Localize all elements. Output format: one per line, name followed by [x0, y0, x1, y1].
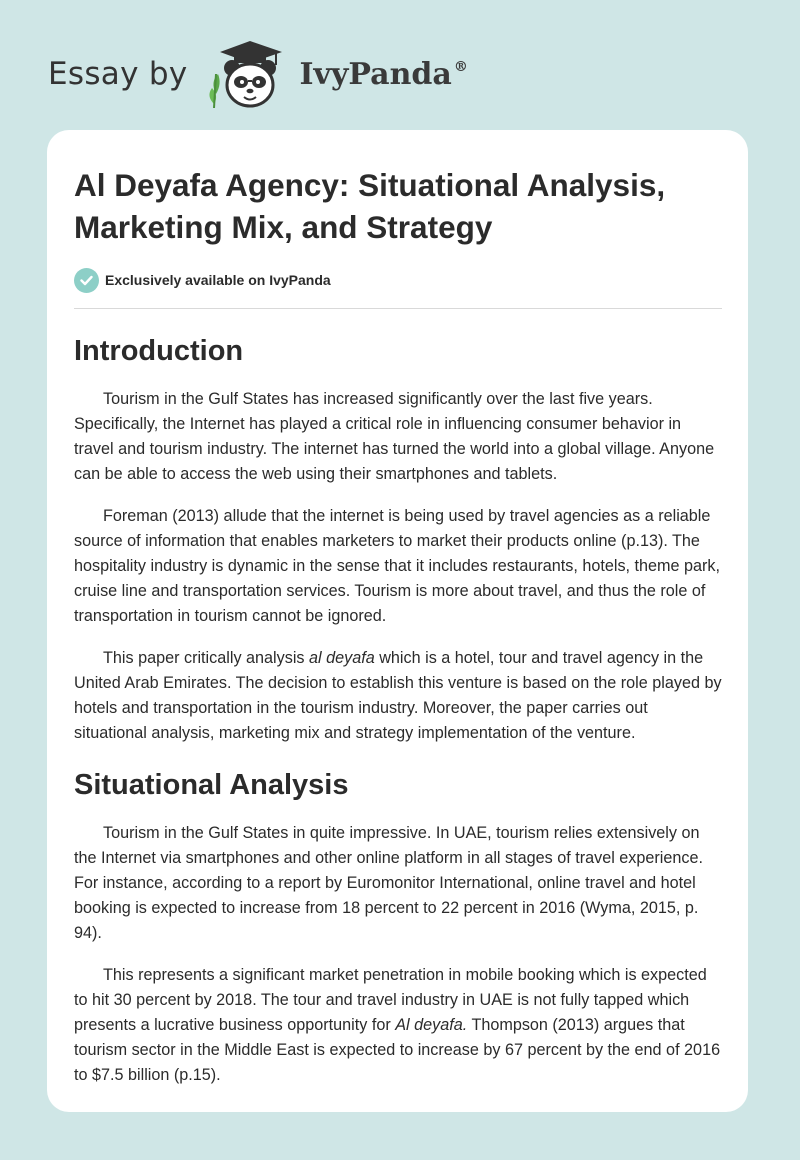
paragraph: Foreman (2013) allude that the internet is being used by travel agencies as a reliable source of information that enables marketers to market their products online (p.13). The hospitality industry is dynamic in the sense that it includes restaurants, hotels, theme park, cruise line and transportation services. Tourism is more about travel, and thus the role of transportation in tourism cannot be ignored. [74, 507, 721, 625]
brand-text: IvyPanda [299, 56, 452, 92]
section-heading-introduction: Introduction [74, 335, 244, 367]
site-header [48, 38, 468, 110]
section-heading-situational-analysis: Situational Analysis [74, 769, 349, 801]
divider [74, 308, 722, 309]
article-card [47, 130, 748, 1112]
paragraph-text: This represents a significant market penetration in mobile booking which is expected to hit 30 percent by 2018. The tour and travel industry in UAE is not fully tapped which presents a lucrative business opportunity for [74, 966, 707, 1034]
emphasis: Al deyafa. [395, 1016, 468, 1034]
exclusive-badge [74, 266, 722, 294]
paragraph [74, 963, 722, 1088]
essay-by-label: Essay by [48, 56, 188, 92]
paragraph: Tourism in the Gulf States in quite impressive. In UAE, tourism relies extensively on the Internet via smartphones and other online platform in all stages of travel experience. For instance, according to a report by Euromonitor International, online travel and hotel booking is expected to increase from 18 percent to 22 percent in 2016 (Wyma, 2015, p. 94). [74, 824, 703, 942]
paragraph-text: Thompson (2013) argues that tourism sector in the Middle East is expected to increase by 67 percent by the end of 2016 to $7.5 billion (p.15). [74, 1016, 721, 1084]
article-title [74, 164, 722, 248]
panda-graduate-logo-icon[interactable] [204, 38, 296, 110]
emphasis: al deyafa [309, 649, 375, 667]
check-icon [74, 268, 99, 293]
paragraph-text: which is a hotel, tour and travel agency in the United Arab Emirates. The decision to establish this venture is based on the role played by hotels and transportation in the tourism industry. Moreover, the paper carries out situational analysis, marketing mix and strategy implementation of the venture. [74, 649, 722, 742]
title-line-2: Marketing Mix, and Strategy [74, 209, 493, 245]
exclusive-label: Exclusively available on IvyPanda [105, 272, 331, 288]
paragraph [74, 646, 722, 746]
title-line-1: Al Deyafa Agency: Situational Analysis, [74, 167, 666, 203]
registered-mark: ® [453, 58, 468, 75]
paragraph-text: This paper critically analysis [103, 649, 310, 667]
paragraph: Tourism in the Gulf States has increased significantly over the last five years. Specifically, the Internet has played a critical role in influencing consumer behavior in travel and tourism industry. The internet has turned the world into a global village. Anyone can be able to access the web using their smartphones and tablets. [74, 390, 715, 483]
brand-name[interactable] [300, 57, 468, 92]
